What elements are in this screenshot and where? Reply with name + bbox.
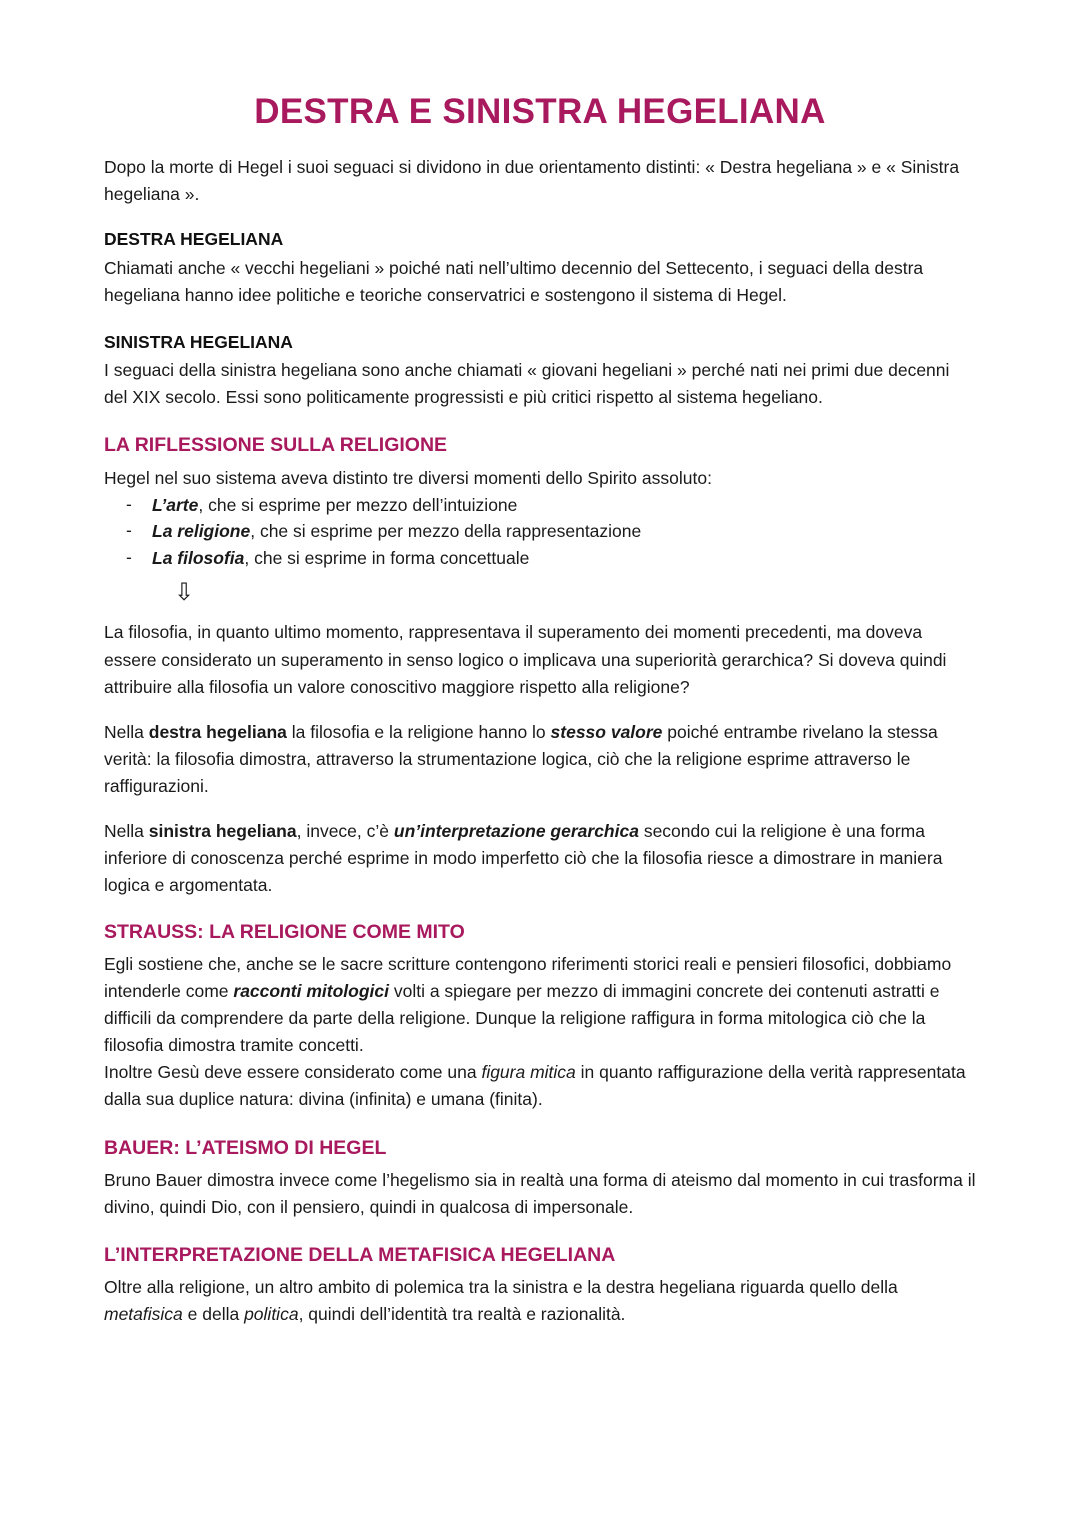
section-heading-sinistra: SINISTRA HEGELIANA bbox=[104, 331, 293, 352]
bauer-paragraph: Bruno Bauer dimostra invece come l’hegelismo sia in realtà una forma di ateismo dal momento in cui trasforma il divino, quindi Dio, con il pensiero, quindi in qualcosa di impersonale. bbox=[104, 1169, 976, 1217]
page-title: DESTRA E SINISTRA HEGELIANA bbox=[254, 92, 826, 131]
list-item-rest: , che si esprime per mezzo dell’intuizione bbox=[198, 494, 518, 515]
section-metafisica bbox=[104, 1241, 976, 1329]
text-run: Nella bbox=[104, 721, 149, 742]
text-run-bold-italic: stesso valore bbox=[550, 721, 663, 742]
text-run-italic: metafisica bbox=[104, 1304, 183, 1325]
paragraph-destra-valore bbox=[104, 719, 976, 800]
list-item-term: La filosofia bbox=[152, 547, 245, 568]
text-run-italic: figura mitica bbox=[481, 1062, 576, 1083]
section-strauss bbox=[104, 918, 976, 1114]
strauss-paragraph-2 bbox=[104, 1059, 976, 1113]
metafisica-paragraph bbox=[104, 1274, 976, 1328]
section-heading-bauer: BAUER: L’ATEISMO DI HEGEL bbox=[104, 1136, 387, 1159]
list-item bbox=[126, 518, 976, 545]
section-heading-destra: DESTRA HEGELIANA bbox=[104, 229, 284, 250]
text-run: , quindi dell’identità tra realtà e razionalità. bbox=[298, 1304, 626, 1325]
text-run: , invece, c’è bbox=[296, 821, 394, 842]
text-run: volti a spiegare per mezzo di immagini concrete dei contenuti astratti e difficili da comprendere da parte della religione. Dunque la religione raffigura in forma mitologica ciò che la filosofia dimostra tramite concetti. bbox=[104, 980, 940, 1056]
section-body-sinistra: I seguaci della sinistra hegeliana sono anche chiamati « giovani hegeliani » perché nati nei primi due decenni del XIX secolo. Essi sono politicamente progressisti e più critici rispetto al sistema hegeliano. bbox=[104, 360, 950, 408]
text-run-bold: destra hegeliana bbox=[148, 721, 287, 742]
spirito-assoluto-list bbox=[104, 492, 976, 572]
paragraph-superamento: La filosofia, in quanto ultimo momento, rappresentava il superamento dei momenti precedenti, ma doveva essere considerato un superamento in senso logico o implicava una superiorità gerarchica? Si doveva quindi attribuire alla filosofia un valore conoscitivo maggiore rispetto alla religione? bbox=[104, 622, 947, 697]
text-run-bold-italic: racconti mitologici bbox=[233, 980, 389, 1001]
list-item-rest: , che si esprime per mezzo della rappresentazione bbox=[250, 521, 642, 542]
text-run: la filosofia e la religione hanno lo bbox=[286, 721, 551, 742]
text-run: poiché entrambe rivelano la stessa verità: la filosofia dimostra, attraverso la strumentazione logica, ciò che la religione esprime attraverso le raffigurazioni. bbox=[104, 721, 938, 797]
section-sinistra-hegeliana bbox=[104, 329, 976, 412]
section-body-destra: Chiamati anche « vecchi hegeliani » poiché nati nell’ultimo decennio del Settecento, i seguaci della destra hegeliana hanno idee politiche e teoriche conservatrici e sostengono il sistema di Hegel. bbox=[104, 257, 924, 305]
text-run: Nella bbox=[104, 821, 149, 842]
section-destra-hegeliana bbox=[104, 226, 976, 309]
text-run-bold: sinistra hegeliana bbox=[148, 821, 297, 842]
list-item-rest: , che si esprime in forma concettuale bbox=[244, 547, 530, 568]
riflessione-intro: Hegel nel suo sistema aveva distinto tre diversi momenti dello Spirito assoluto: bbox=[104, 467, 712, 488]
text-run: in quanto raffigurazione della verità rappresentata dalla sua duplice natura: divina (infinita) e umana (finita). bbox=[104, 1062, 966, 1110]
list-item-term: La religione bbox=[152, 521, 251, 542]
section-heading-strauss: STRAUSS: LA RELIGIONE COME MITO bbox=[104, 920, 465, 943]
text-run: Inoltre Gesù deve essere considerato come una bbox=[104, 1062, 482, 1083]
text-run-bold-italic: un’interpretazione gerarchica bbox=[393, 821, 639, 842]
text-run: e della bbox=[182, 1304, 245, 1325]
text-run-italic: politica bbox=[244, 1304, 299, 1325]
paragraph-sinistra-gerarchia bbox=[104, 818, 976, 899]
section-riflessione-religione bbox=[104, 431, 976, 899]
text-run: secondo cui la religione è una forma inferiore di conoscenza perché esprime in modo imperfetto ciò che la filosofia riesce a dimostrare in maniera logica e argomentata. bbox=[104, 821, 943, 896]
list-item-term: L’arte bbox=[152, 494, 199, 515]
text-run: Oltre alla religione, un altro ambito di polemica tra la sinistra e la destra hegeliana riguarda quello della bbox=[104, 1277, 898, 1298]
strauss-paragraph-1 bbox=[104, 951, 976, 1060]
intro-paragraph: Dopo la morte di Hegel i suoi seguaci si dividono in due orientamento distinti: « Destra hegeliana » e « Sinistra hegeliana ». bbox=[104, 157, 960, 205]
text-run: Egli sostiene che, anche se le sacre scritture contengono riferimenti storici reali e pensieri filosofici, dobbiamo intenderle come bbox=[104, 953, 952, 1001]
section-heading-riflessione: LA RIFLESSIONE SULLA RELIGIONE bbox=[104, 434, 448, 457]
section-heading-metafisica: L’INTERPRETAZIONE DELLA METAFISICA HEGELIANA bbox=[104, 1244, 616, 1267]
down-arrow-icon: ⇩ bbox=[174, 579, 195, 607]
section-bauer bbox=[104, 1134, 976, 1222]
list-item bbox=[126, 545, 976, 572]
list-item bbox=[126, 492, 976, 519]
